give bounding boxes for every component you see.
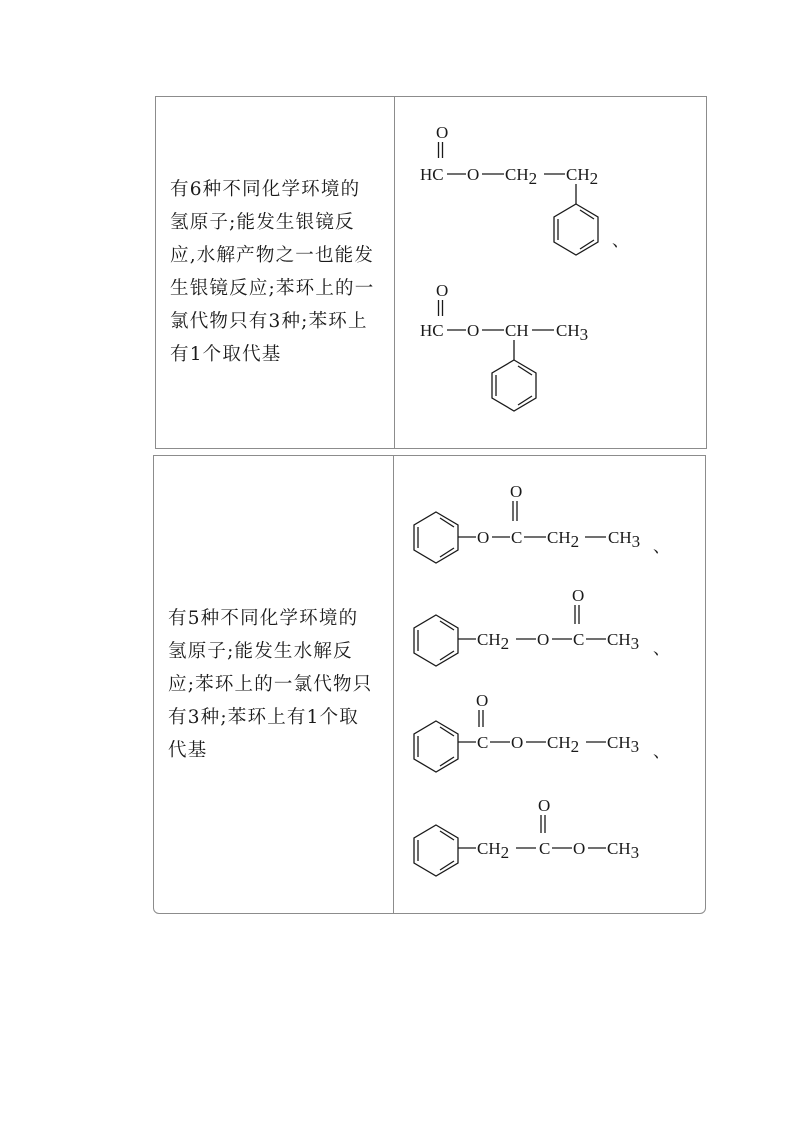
ch3-group: CH3: [607, 733, 640, 756]
ch2-group: CH2: [547, 528, 580, 551]
benzene-ring: [414, 721, 458, 772]
condition-line: 生银镜反应;苯环上的一: [170, 278, 375, 299]
structural-formula-1: [410, 118, 640, 268]
ch3-group: CH3: [556, 321, 589, 344]
ester-oxygen: O: [511, 733, 524, 752]
ester-oxygen: O: [537, 630, 550, 649]
hc-group: HC: [420, 165, 444, 184]
ch2-group: CH2: [547, 733, 580, 756]
condition-line: 有6种不同化学环境的: [170, 179, 361, 200]
structural-formula-4: [410, 583, 680, 683]
column-divider: [393, 456, 394, 913]
carbonyl-carbon: C: [511, 528, 523, 547]
condition-line: 氢原子;能发生水解反: [168, 641, 353, 662]
ether-oxygen: O: [467, 165, 480, 184]
condition-line: 代基: [168, 740, 208, 761]
column-divider: [394, 97, 395, 448]
carbonyl-oxygen: O: [538, 796, 551, 815]
structural-formula-6: [410, 793, 680, 893]
ch3-group: CH3: [607, 630, 640, 653]
ether-oxygen: O: [467, 321, 480, 340]
condition-line: 有1个取代基: [170, 344, 282, 365]
ch3-group: CH3: [608, 528, 641, 551]
ch2-group: CH2: [477, 839, 510, 862]
benzene-ring: [492, 360, 536, 411]
benzene-ring: [414, 825, 458, 876]
condition-cell: [170, 173, 386, 371]
structural-formula-2: [410, 276, 640, 426]
hc-group: HC: [420, 321, 444, 340]
carbonyl-oxygen: O: [510, 482, 523, 501]
separator-mark: 、: [612, 231, 629, 250]
condition-line: 应,水解产物之一也能发: [170, 245, 375, 266]
carbonyl-carbon: C: [539, 839, 551, 858]
condition-line: 氯代物只有3种;苯环上: [170, 311, 368, 332]
benzene-ring: [554, 204, 598, 255]
ester-oxygen: O: [573, 839, 586, 858]
carbonyl-oxygen: O: [572, 586, 585, 605]
ch2-group: CH2: [477, 630, 510, 653]
carbonyl-carbon: C: [573, 630, 585, 649]
carbonyl-oxygen: O: [436, 123, 449, 142]
ch2-group: CH2: [566, 165, 599, 188]
separator-mark: 、: [653, 639, 670, 658]
ester-oxygen: O: [477, 528, 490, 547]
carbonyl-oxygen: O: [476, 691, 489, 710]
condition-cell: [168, 602, 384, 767]
carbonyl-oxygen: O: [436, 281, 449, 300]
separator-mark: 、: [653, 537, 670, 556]
ch-group: CH: [505, 321, 529, 340]
benzene-ring: [414, 512, 458, 563]
separator-mark: 、: [653, 742, 670, 761]
benzene-ring: [414, 615, 458, 666]
condition-line: 有3种;苯环上有1个取: [168, 707, 359, 728]
carbonyl-carbon: C: [477, 733, 489, 752]
condition-line: 应;苯环上的一氯代物只: [168, 674, 373, 695]
ch3-group: CH3: [607, 839, 640, 862]
structural-formula-5: [410, 688, 680, 788]
ch2-group: CH2: [505, 165, 538, 188]
condition-line: 氢原子;能发生银镜反: [170, 212, 355, 233]
condition-line: 有5种不同化学环境的: [168, 608, 359, 629]
structural-formula-3: [410, 478, 680, 578]
